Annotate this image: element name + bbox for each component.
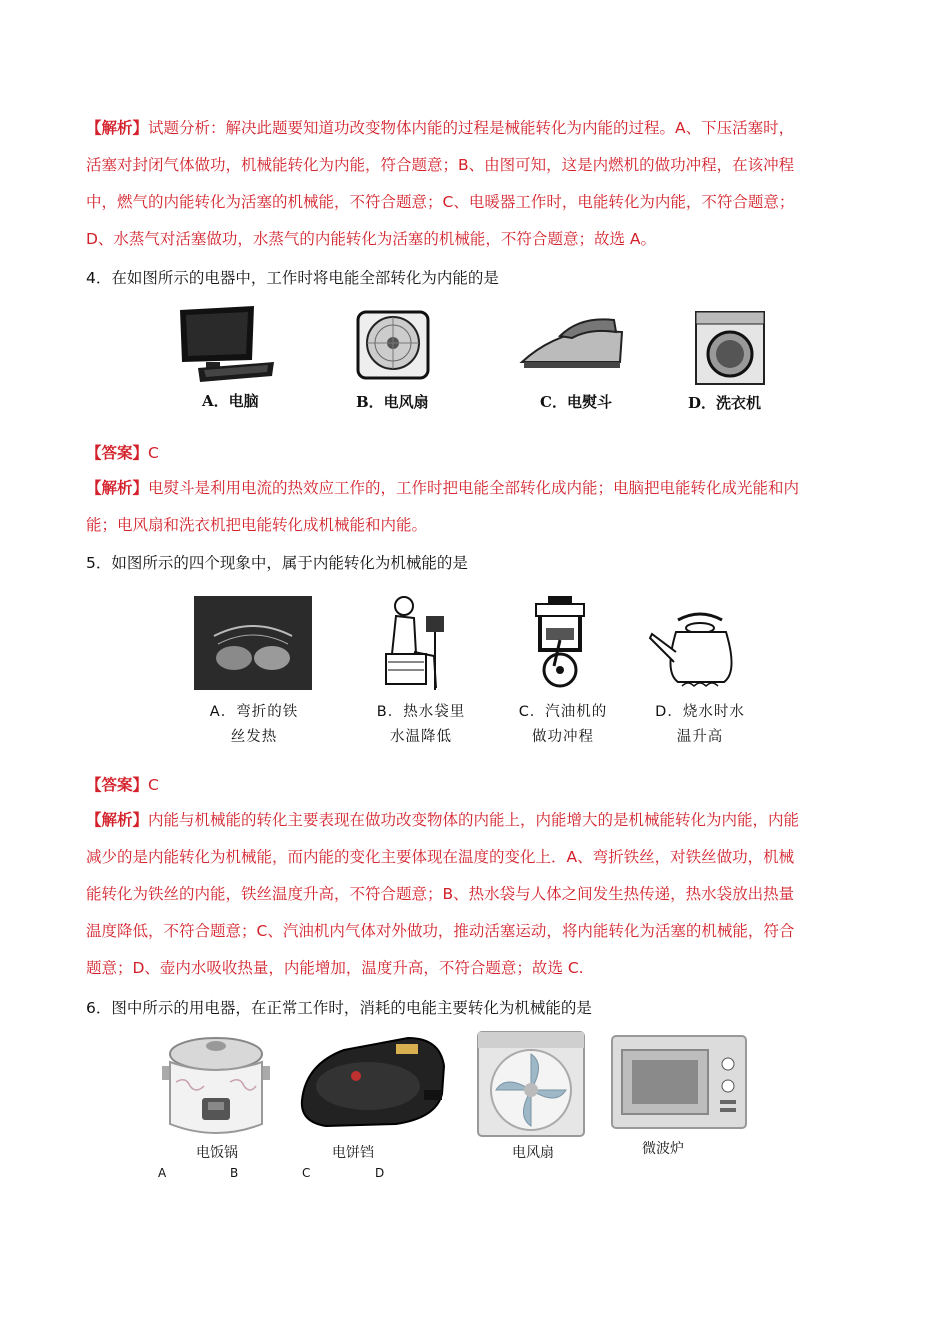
q3-analysis-line-2: 活塞对封闭气体做功，机械能转化为内能，符合题意；B、由图可知，这是内燃机的做功冲程，在该冲程 (86, 156, 795, 174)
q3-analysis (86, 110, 866, 258)
q5-answer-value: C (148, 776, 159, 794)
q5-analysis-line-5: 题意；D、壶内水吸收热量，内能增加，温度升高，不符合题意；故选 C. (86, 959, 584, 977)
q4-option-c: C．电熨斗 (540, 393, 612, 411)
q3-analysis-line-1: 【解析】试题分析：解决此题要知道功改变物体内能的过程是械能转化为内能的过程。A、下压活塞时， (86, 119, 795, 137)
q5-answer: 【答案】C (86, 776, 159, 794)
q6-letter-b: B (230, 1166, 239, 1180)
q5-analysis-line-2: 减少的是内能转化为机械能，而内能的变化主要体现在温度的变化上．A、弯折铁丝，对铁丝做功，机械 (86, 848, 795, 866)
kettle-image (648, 612, 742, 692)
analysis-tag: 【解析】 (86, 119, 149, 137)
microwave-image (610, 1034, 748, 1130)
q5-analysis-line-3: 能转化为铁丝的内能，铁丝温度升高，不符合题意；B、热水袋与人体之间发生热传递，热水袋放出热量 (86, 885, 795, 903)
q6-caption-griddle: 电饼铛 (332, 1145, 374, 1161)
q6-letter-a: A (158, 1166, 167, 1180)
electric-griddle-image (296, 1030, 448, 1130)
q4-answer: 【答案】C (86, 444, 159, 462)
q5-analysis-line-4: 温度降低，不符合题意；C、汽油机内气体对外做功，推动活塞运动，将内能转化为活塞的机械能，符合 (86, 922, 795, 940)
computer-image (176, 306, 276, 382)
q4-option-a: A．电脑 (202, 392, 259, 410)
q4-option-d: D．洗衣机 (688, 394, 762, 412)
washing-machine-image (694, 310, 766, 386)
q5-option-d: D．烧水时水 温升高 (655, 704, 745, 745)
q5-option-b: B．热水袋里 水温降低 (376, 704, 466, 745)
electric-fan-image (356, 310, 430, 380)
q4-stem: 4．在如图所示的电器中，工作时将电能全部转化为内能的是 (86, 269, 499, 287)
q6-stem: 6．图中所示的用电器，在正常工作时，消耗的电能主要转化为机械能的是 (86, 999, 592, 1017)
q6-letter-d: D (375, 1166, 385, 1180)
q6-letter-c: C (302, 1166, 311, 1180)
q6-caption-rice-cooker: 电饭锅 (196, 1145, 238, 1161)
q3-analysis-line-4: D、水蒸气对活塞做功，水蒸气的内能转化为活塞的机械能，不符合题意；故选 A。 (86, 230, 656, 248)
q4-option-b: B．电风扇 (356, 393, 429, 411)
q5-stem: 5．如图所示的四个现象中，属于内能转化为机械能的是 (86, 554, 468, 572)
gasoline-engine-image (532, 594, 588, 692)
q4-analysis (86, 470, 866, 544)
q5-analysis (86, 802, 866, 987)
q5-option-a: A．弯折的铁 丝发热 (209, 704, 299, 745)
q5-option-c: C．汽油机的 做功冲程 (518, 704, 608, 745)
rice-cooker-image (160, 1032, 272, 1140)
q5-analysis-line-1: 【解析】内能与机械能的转化主要表现在做功改变物体的内能上，内能增大的是机械能转化为内能，内能 (86, 811, 800, 829)
q6-caption-fan: 电风扇 (512, 1145, 554, 1161)
hot-water-bag-image (382, 594, 448, 692)
q3-analysis-line-3: 中，燃气的内能转化为活塞的机械能，不符合题意；C、电暖器工作时，电能转化为内能，不符合题意； (86, 193, 795, 211)
q4-analysis-line-1: 【解析】电熨斗是利用电流的热效应工作的，工作时把电能全部转化成内能；电脑把电能转化成光能和内 (86, 479, 800, 497)
q6-caption-microwave: 微波炉 (642, 1141, 684, 1157)
box-fan-image (474, 1030, 588, 1140)
q4-answer-value: C (148, 444, 159, 462)
q4-analysis-line-2: 能；电风扇和洗衣机把电能转化成机械能和内能。 (86, 516, 428, 534)
electric-iron-image (520, 312, 624, 374)
bending-wire-image (194, 596, 312, 690)
